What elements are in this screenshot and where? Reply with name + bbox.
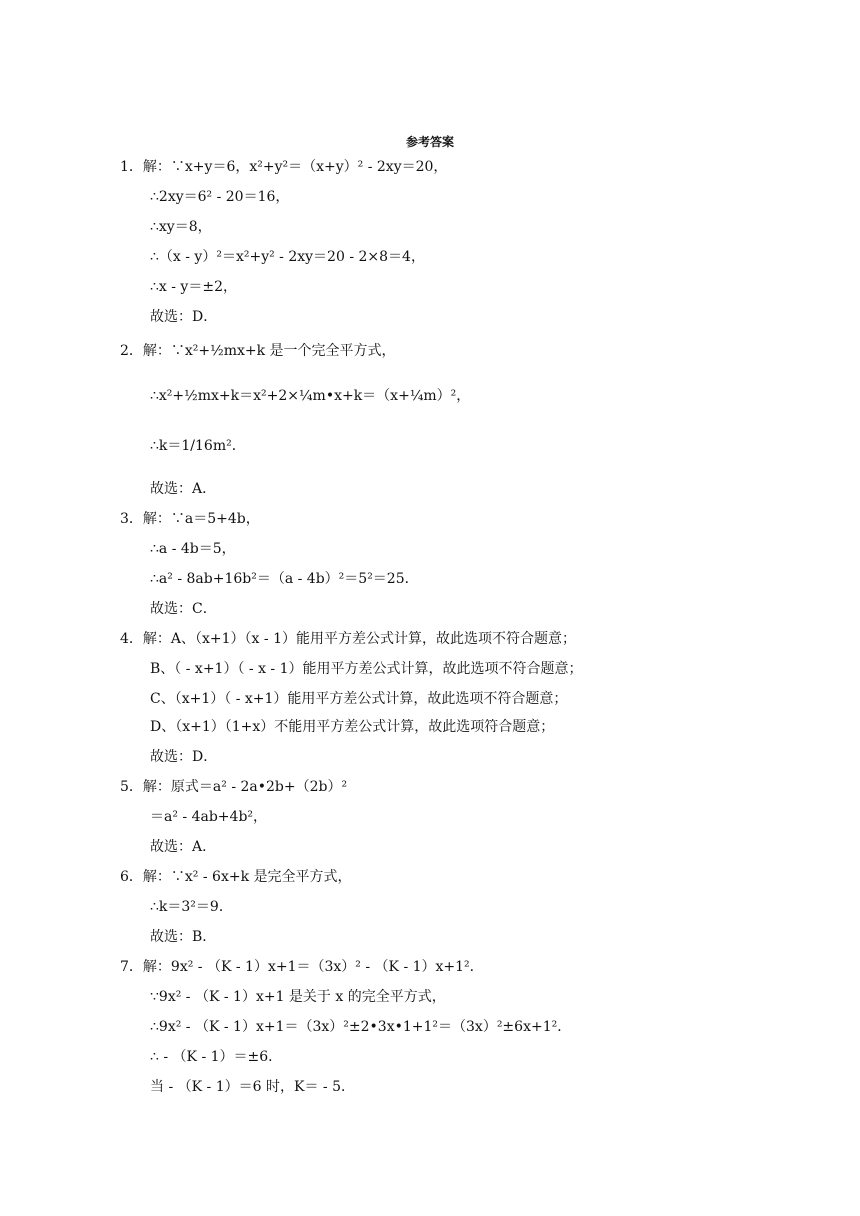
answer-7-line-2: ∵9x² - （K - 1）x+1 是关于 x 的完全平方式，: [150, 989, 446, 1005]
page-title: 参考答案: [405, 135, 454, 149]
answer-3-line-4: 故选：C．: [150, 601, 217, 617]
answer-4-line-3: C、（x+1）（ - x+1）能用平方差公式计算，故此选项不符合题意；: [150, 691, 568, 707]
answer-6-line-2: ∴k＝3²＝9．: [150, 899, 233, 915]
answer-7-line-3: ∴9x² - （K - 1）x+1＝（3x）²±2•3x•1+1²＝（3x）²±6x+1²．: [150, 1019, 572, 1035]
answer-3-line-2: ∴a - 4b＝5，: [150, 541, 236, 557]
answer-7-line-1: 7．解：9x² - （K - 1）x+1＝（3x）² - （K - 1）x+1²．: [120, 959, 484, 975]
answer-1-line-1: 1．解：∵x+y＝6，x²+y²＝（x+y）² - 2xy＝20，: [120, 159, 448, 175]
answer-4-line-1: 4．解：A、（x+1）（x - 1）能用平方差公式计算，故此选项不符合题意；: [120, 631, 576, 647]
answer-1-line-4: ∴（x - y）²＝x²+y² - 2xy＝20 - 2×8＝4，: [150, 249, 425, 265]
answer-5-line-3: 故选：A．: [150, 839, 217, 855]
answer-7-line-4: ∴ - （K - 1）＝±6．: [150, 1049, 283, 1065]
answer-5-line-2: ＝a² - 4ab+4b²，: [150, 809, 268, 825]
answer-4-line-2: B、（ - x+1）（ - x - 1）能用平方差公式计算，故此选项不符合题意；: [150, 661, 583, 677]
answer-4-line-4: D、（x+1）（1+x）不能用平方差公式计算，故此选项符合题意；: [150, 719, 555, 735]
answer-2-line-4: 故选：A．: [150, 481, 217, 497]
answer-6-line-3: 故选：B．: [150, 929, 217, 945]
answer-2-line-3: [150, 437, 246, 455]
answer-2-line-3-text: ∴k＝1/16m²．: [150, 438, 246, 454]
answer-2-line-2: [150, 387, 470, 405]
answer-3-line-1: 3．解：∵a＝5+4b，: [120, 511, 260, 527]
answer-2-line-2-text: ∴x²+½mx+k＝x²+2×¼m•x+k＝（x+¼m）²，: [150, 388, 471, 404]
answer-1-line-3: ∴xy＝8，: [150, 219, 212, 235]
answer-3-line-3: ∴a² - 8ab+16b²＝（a - 4b）²＝5²＝25．: [150, 571, 419, 587]
answer-6-line-1: 6．解：∵x² - 6x+k 是完全平方式，: [120, 869, 352, 885]
answer-4-line-5: 故选：D．: [150, 749, 218, 765]
answer-1-line-2: ∴2xy＝6² - 20＝16，: [150, 189, 290, 205]
answer-2-line-1: [120, 342, 396, 360]
answer-2-line-1-text: 2．解：∵x²+½mx+k 是一个完全平方式，: [120, 343, 396, 359]
answer-5-line-1: 5．解：原式＝a² - 2a•2b+（2b）²: [120, 779, 348, 795]
answer-1-line-6: 故选：D．: [150, 309, 218, 325]
answer-1-line-5: ∴x - y＝±2，: [150, 279, 237, 295]
answer-7-line-5: 当 - （K - 1）＝6 时，K＝ - 5．: [150, 1079, 355, 1095]
